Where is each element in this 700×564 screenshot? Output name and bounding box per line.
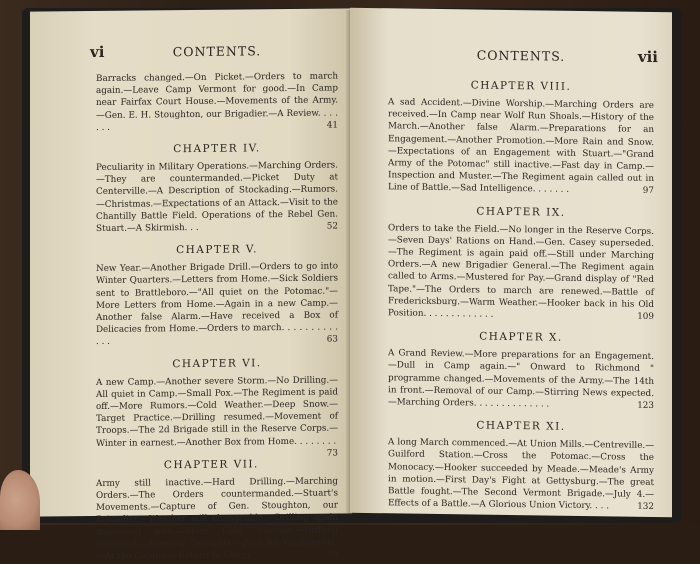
right-page-number: vii [637, 47, 658, 67]
right-page-header [388, 46, 658, 72]
chapter-entry [96, 261, 338, 349]
chapter-heading: CHAPTER IV. [173, 142, 261, 156]
chapter-entry [388, 222, 654, 323]
chapter-heading: CHAPTER VII. [163, 458, 259, 472]
left-running-head: CONTENTS. [172, 43, 262, 60]
chapter-entry [388, 348, 654, 413]
chapter-heading: CHAPTER VI. [172, 356, 262, 370]
chapter-entry [388, 96, 654, 197]
right-page [350, 8, 672, 517]
entry-page: 52 [326, 221, 338, 232]
left-page [30, 8, 352, 563]
entry-page: 73 [326, 448, 338, 459]
chapter-entry [96, 159, 338, 235]
entry-text: A sad Accident.—Divine Worship.—Marching Orders are received.—In Camp near Wolf Run Shoals.—History of the March.—Another false Alarm.—Preparations for an Engagement.—Another Promotion.—More Rain and Snow.—Expectations of an Engagement with Stuart.—"Grand Army of the Potomac" still inactive.—Fast day in Camp.—Inspection and Muster.—The Regiment again called out in Line of Battle.—Sad Intelligence. . . . . . . [388, 97, 654, 196]
entry-page: 41 [326, 120, 338, 131]
chapter-heading: CHAPTER IX. [476, 205, 566, 219]
entry-text: A new Camp.—Another severe Storm.—No Drilling.—All quiet in Camp.—Small Pox.—The Regiment is paid off.—More Rumors.—Cold Weather.—Deep Snow.—Target Practice.—Drilling resumed.—Movement of Troops.—The 2d Brigade still in the Reserve Corps.—Winter in earnest.—Another Box from Home. . . . . . . . [96, 375, 338, 449]
chapter-heading: CHAPTER X. [479, 330, 563, 344]
chapter-heading: CHAPTER VIII. [470, 79, 572, 93]
chapter-entry [388, 437, 654, 514]
entry-text: Army still inactive.—Hard Drilling.—Marching Orders.—The Orders countermanded.—Stuart's Movements.—Capture of Gen. Stoughton, our Brigadier.—Weather still changeable.—Drilling again dispensed with.—More Cold Weather.—Drilling Resumed.—Evening Thoughts.—Pass for Washington.—At the Capital.—Return to Camp. . . . . . [96, 476, 338, 563]
left-page-number: vi [90, 42, 105, 62]
chapter-entry [96, 374, 338, 459]
entry-text: Orders to take the Field.—No longer in the Reserve Corps.—Seven Days' Rations on Hand.—Gen. Casey superseded.—The Regiment is again paid off.—Still under Marching Orders.—A new Brigadier General.—The Regiment again called to Arms.—Mustered for Pay.—Grand display of "Red Tape."—The Orders to march are renewed.—Battle of Fredericksburg.—Warm Weather.—Hooker back in his Old Position. . . . . . . . . . . . . [388, 222, 654, 320]
chapter-heading: CHAPTER V. [176, 243, 258, 257]
entry-page: 63 [326, 334, 338, 346]
chapter-entry [96, 475, 338, 563]
entry-page: 123 [637, 400, 654, 412]
right-running-head: CONTENTS. [476, 47, 566, 64]
entry-text: Barracks changed.—On Picket.—Orders to march again.—Leave Camp Vermont for good.—In Camp near Fairfax Court House.—Movements of the Army.—Gen. E. H. Stoughton, our Brigadier.—A Review. . . . . . . [96, 71, 338, 133]
entry-page: 97 [642, 186, 654, 197]
entry-page: 85 [326, 549, 338, 560]
entry-page: 109 [637, 311, 654, 323]
intro-entry [96, 70, 338, 134]
entry-text: Peculiarity in Military Operations.—Marching Orders.—They are countermanded.—Picket Duty at Centerville.—A Description of Stockading.—Rumors.—Christmas.—Expectations of an Attack.—Visit to the Chantilly Battle Field. Operations of the Rebel Gen. Stuart.—A Skirmish. . . [96, 160, 338, 235]
entry-text: New Year.—Another Brigade Drill.—Orders to go into Winter Quarters.—Letters from Home.—Sick Soldiers sent to Brattleboro.—"All quiet on the Potomac."—More Letters from Home.—Again in a new Camp.—Another false Alarm.—Have received a Box of Delicacies from Home.—Orders to march. . . . . . . . . . . . . [96, 261, 338, 348]
left-page-header [90, 42, 338, 67]
entry-page: 132 [637, 502, 654, 513]
entry-text: A Grand Review.—More preparations for an Engagement.—Dull in Camp again.—" Onward to Richmond " programme changed.—Movements of the Army.—The 14th in front.—Removal of our Camp.—Stirring News expected.—Marching Orders. . . . . . . . . . . . . . [388, 348, 654, 410]
entry-text: A long March commenced.—At Union Mills.—Centreville.—Guilford Station.—Cross the Potomac.—Cross the Monocacy.—Hooker succeeded by Meade.—Meade's Army in motion.—First Day's Fight at Gettysburg.—The great Battle fought.—The Second Vermont Brigade.—July 4.—Effects of a Battle.—A Glorious Union Victory. . . . [388, 437, 654, 512]
chapter-heading: CHAPTER XI. [476, 419, 566, 434]
